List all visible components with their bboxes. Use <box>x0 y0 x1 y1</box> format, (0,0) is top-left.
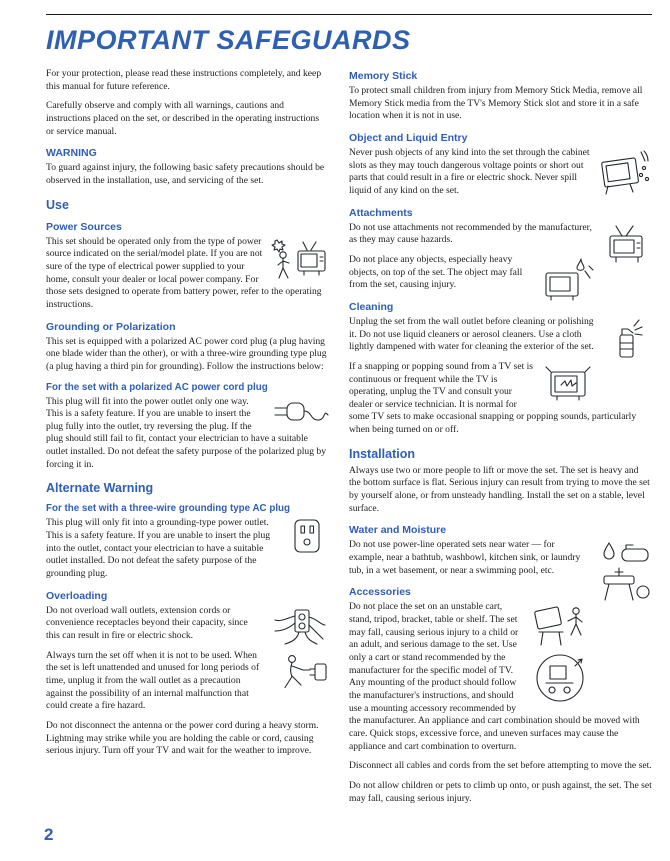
heading-attachments: Attachments <box>349 206 413 219</box>
paragraph-intro-2: Carefully observe and comply with all warnings, cautions and instructions placed on the set, or described in the operating instructions or service manual. <box>46 100 320 137</box>
paragraph-water-moisture <box>349 539 652 577</box>
paragraph-overloading <box>46 605 329 643</box>
heading-power-sources: Power Sources <box>46 220 122 233</box>
paragraph-memory-stick: To protect small children from injury from Memory Stick Media, remove all Memory Stick media from the TV's Memory Stick slot and store it in a safe location when it is not in use. <box>349 85 643 122</box>
paragraph-grounding: This set is equipped with a polarized AC power cord plug (a plug having one blade wider than the other), or with a three-wire grounding type plug (a plug having a third pin for grounding). Follow the instructions below: <box>46 335 327 372</box>
paragraph-text: If a snapping or popping sound from a TV set is continuous or frequent while the TV is operating, unplug the TV and consult your dealer or service technician. It is normal for some TV sets to make occasional snapping or popping sounds, particularly when being turned on or off. <box>349 360 637 436</box>
paragraph-text: Do not use attachments not recommended by the manufacturer, as they may cause hazards. <box>349 221 592 246</box>
paragraph-disconnect-cables: Disconnect all cables and cords from the set before attempting to move the set. <box>349 760 652 772</box>
right-column <box>349 68 652 812</box>
paragraph-text: Unplug the set from the wall outlet before cleaning or polishing it. Do not use liquid cleaners or aerosol cleaners. Use a cloth lightly dampened with water for cleaning the exterior of the set. <box>349 315 594 353</box>
paragraph-text: This plug will only fit into a grounding-type power outlet. This is a safety feature. If you are unable to insert the plug into the outlet, contact your electrician to have a suitable outlet installed. Do not defeat the safety purpose of the grounding plug. <box>46 517 271 580</box>
heading-installation: Installation <box>349 446 415 461</box>
heading-alternate-warning: Alternate Warning <box>46 481 154 496</box>
objects-on-set-illustration <box>541 255 595 301</box>
two-column-layout <box>46 68 652 812</box>
paragraph-storm: Do not disconnect the antenna or the power cord during a heavy storm. Lightning may strike while you are holding the cable or cord, causing serious injury. Turn off your TV and wait for the weather to improve. <box>46 719 319 757</box>
heading-grounding-or-polarization: Grounding or Polarization <box>46 320 176 333</box>
water-moisture-illustration <box>596 540 652 604</box>
paragraph-cleaning <box>349 316 652 354</box>
liquid-entry-illustration <box>598 148 652 196</box>
cleaning-illustration <box>602 317 652 363</box>
paragraph-text: Do not place the set on an unstable cart, stand, tripod, bracket, table or shelf. The set may fall, causing serious injury to a child or an adult, and serious damage to the set. Use only a cart or stand recommended by the manufacturer for the specific model of TV. Any mounting of the product should follow the manufacturer's instructions, and should use a mounting accessory recommended by the manufacturer. An appliance and cart combination should be moved with care. Quick stops, excessive force, and uneven surfaces may cause the appliance and cart combination to overturn. <box>349 601 640 752</box>
power-sources-illustration <box>271 237 329 281</box>
paragraph-warning: To guard against injury, the following basic safety precautions should be observed in the installation, use, and servicing of the set. <box>46 162 325 186</box>
page-title: IMPORTANT SAFEGUARDS <box>46 25 411 55</box>
heading-water-and-moisture: Water and Moisture <box>349 524 447 537</box>
paragraph-three-wire-plug <box>46 517 329 580</box>
heading-warning: WARNING <box>46 147 97 160</box>
paragraph-intro-1: For your protection, please read these instructions completely, and keep this manual for future reference. <box>46 68 322 92</box>
heading-use: Use <box>46 197 69 212</box>
heading-three-wire-plug: For the set with a three-wire grounding type AC plug <box>46 503 291 515</box>
paragraph-power-sources <box>46 236 329 312</box>
paragraph-attachments-1 <box>349 222 652 247</box>
paragraph-children-pets: Do not allow children or pets to climb up onto, or push against, the set. The set may fall, causing serious injury. <box>349 779 652 804</box>
paragraph-snapping-popping <box>349 361 652 437</box>
popping-sound-illustration <box>541 362 595 406</box>
unplug-set-illustration <box>273 651 329 697</box>
page-number: 2 <box>44 825 54 844</box>
attachments-illustration <box>602 223 652 263</box>
paragraph-text: Do not overload wall outlets, extension cords or convenience receptacles beyond their capacity, since this can result in fire or electric shock. <box>46 604 248 642</box>
heading-object-and-liquid-entry: Object and Liquid Entry <box>349 131 468 144</box>
paragraph-object-liquid <box>349 147 652 198</box>
paragraph-text: This plug will fit into the power outlet only one way. This is a safety feature. If you are unable to insert the plug fully into the outlet, try reversing the plug. If the plug should still fail to fit, contact your electrician to have a suitable outlet installed. Do not defeat the safety purpose of the polarized plug by forcing it in. <box>46 395 327 470</box>
overloaded-outlet-illustration <box>271 606 329 646</box>
heading-overloading: Overloading <box>46 589 108 602</box>
top-rule <box>46 14 652 15</box>
paragraph-text: Never push objects of any kind into the set through the cabinet slots as they may touch dangerous voltage points or short out parts that could result in a fire or electric shock. Never spill liquid of any kind on the set. <box>349 146 590 196</box>
heading-accessories: Accessories <box>349 586 411 599</box>
unstable-cart-illustration <box>531 602 589 706</box>
grounding-outlet-illustration <box>283 518 329 554</box>
paragraph-installation: Always use two or more people to lift or move the set. The set is heavy and the bottom surface is flat. Serious injury can result from trying to move the set by yourself alone, or from unsteady handling. Install the set on a stable, level surface. <box>349 464 650 514</box>
paragraph-unplug-when-unused <box>46 650 329 713</box>
paragraph-text: Do not use power-line operated sets near water — for example, near a bathtub, washbowl, kitchen sink, or laundry tub, in a wet basement, or near a swimming pool, etc. <box>349 539 581 576</box>
left-column <box>46 68 329 812</box>
heading-memory-stick: Memory Stick <box>349 70 418 82</box>
heading-cleaning: Cleaning <box>349 300 394 313</box>
paragraph-polarized-plug <box>46 396 329 472</box>
paragraph-text: This set should be operated only from the type of power source indicated on the serial/model plate. If you are not sure of the type of electrical power supplied to your home, consult your dealer or local power company. For those sets designed to operate from battery power, refer to the operating instructions. <box>46 235 322 310</box>
heading-polarized-plug: For the set with a polarized AC power cord plug <box>46 381 268 393</box>
paragraph-text: Do not place any objects, especially heavy objects, on top of the set. The object may fall from the set, causing injury. <box>349 253 523 291</box>
polarized-plug-illustration <box>273 397 329 427</box>
paragraph-accessories <box>349 601 652 753</box>
paragraph-text: Always turn the set off when it is not to be used. When the set is left unattended and unused for long periods of time, unplug it from the wall outlet as a precaution against the possibility of an internal malfunction that could create a fire hazard. <box>46 649 260 712</box>
